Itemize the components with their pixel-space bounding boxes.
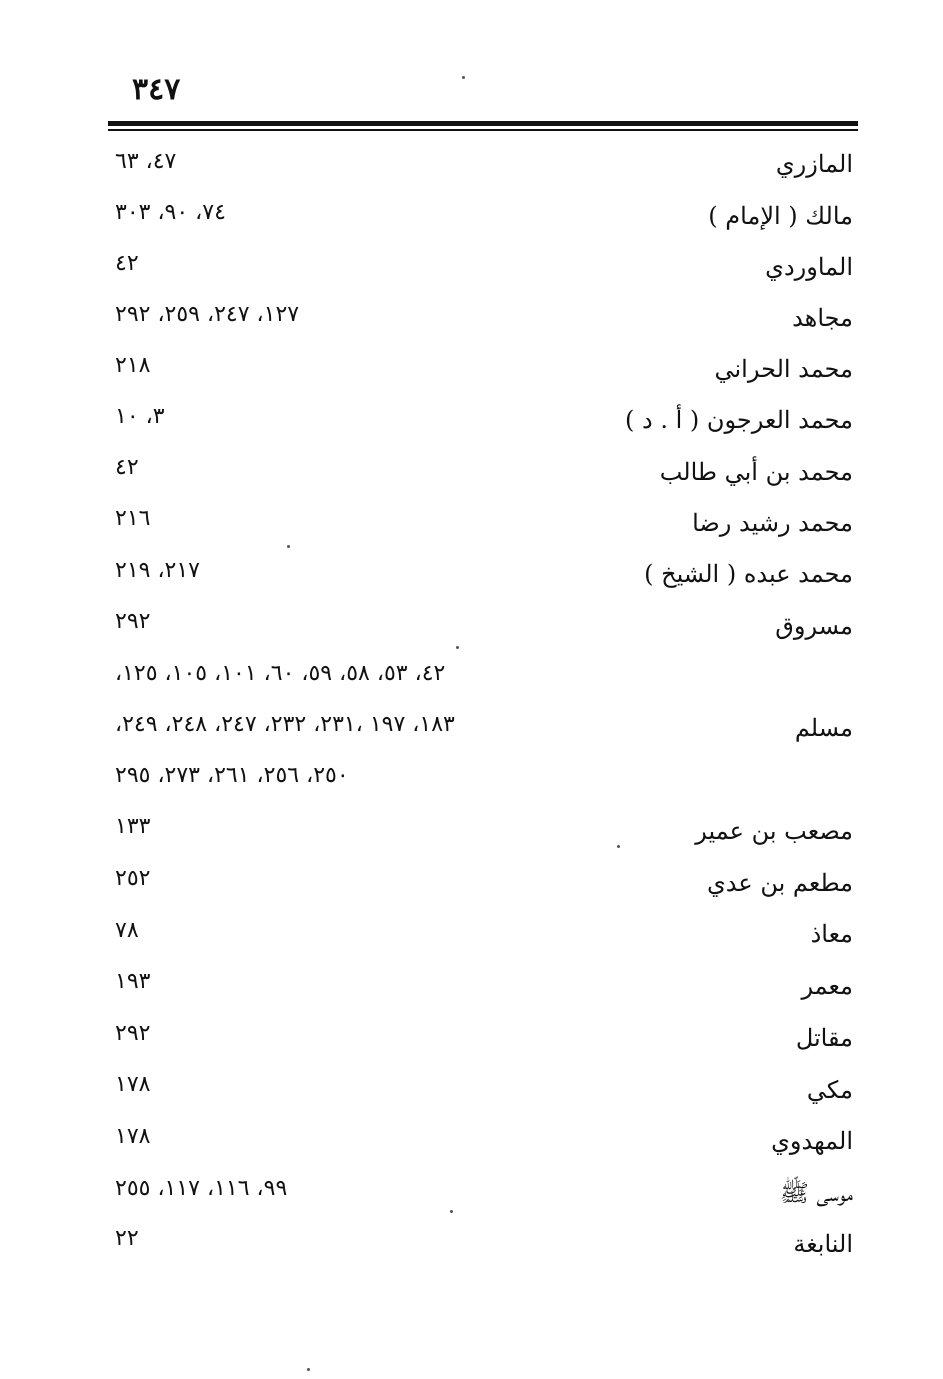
index-entry-pages: ٢١٨ xyxy=(115,353,151,378)
index-entry-pages-line: ٢٥٠، ٢٥٦، ٢٦١، ٢٧٣، ٢٩٥ xyxy=(115,763,349,788)
index-entry-name: محمد عبده ( الشيخ ) xyxy=(644,560,853,588)
index-entry-pages: ٤٢ xyxy=(115,251,139,276)
index-entry-name: موسى ﷺ xyxy=(779,1179,853,1207)
index-entry-pages: ٢٢ xyxy=(115,1226,139,1251)
index-entry-name: محمد الحراني xyxy=(714,355,853,383)
index-entry-name: محمد بن أبي طالب xyxy=(659,458,853,486)
index-entry-name: مالك ( الإمام ) xyxy=(708,202,853,230)
index-entry-pages: ٤٢ xyxy=(115,455,139,480)
index-entry-name: معمر xyxy=(801,972,853,1000)
index-entry-pages: ٧٤، ٩٠، ٣٠٣ xyxy=(115,200,226,225)
index-entry-pages: ٧٨ xyxy=(115,918,139,943)
index-entry-pages-line: ٤٢، ٥٣، ٥٨، ٥٩، ٦٠، ١٠١، ١٠٥، ١٢٥، xyxy=(115,661,446,686)
index-entry-pages: ٤٧، ٦٣ xyxy=(115,149,177,174)
index-entry-pages: ٢٩٢ xyxy=(115,609,151,634)
index-entry-name: مسلم xyxy=(794,714,853,742)
index-entry-pages: ١٢٧، ٢٤٧، ٢٥٩، ٢٩٢ xyxy=(115,302,300,327)
index-entry-pages: ٩٩، ١١٦، ١١٧، ٢٥٥ xyxy=(115,1176,288,1201)
index-entry-name: مجاهد xyxy=(792,304,853,332)
index-entry-name: النابغة xyxy=(793,1230,853,1258)
header-rule-thick xyxy=(108,121,858,126)
index-entry-pages: ٢٥٢ xyxy=(115,866,151,891)
scan-speck xyxy=(456,646,459,649)
index-entry-pages: ١٩٣ xyxy=(115,969,151,994)
index-entry-name: معاذ xyxy=(810,920,853,948)
index-entry-pages: ١٧٨ xyxy=(115,1072,151,1097)
page-number: ٣٤٧ xyxy=(132,72,181,107)
index-entry-name: المهدوي xyxy=(771,1127,853,1155)
index-entry-pages: ٢١٧، ٢١٩ xyxy=(115,558,200,583)
index-entry-name: مكي xyxy=(806,1076,853,1104)
scan-speck xyxy=(450,1210,453,1213)
scan-speck xyxy=(287,545,290,548)
scan-speck xyxy=(617,845,620,848)
index-entry-name: محمد رشيد رضا xyxy=(692,509,853,537)
index-entry-name: الماوردي xyxy=(765,253,853,281)
index-entry-name: محمد العرجون ( أ . د ) xyxy=(625,406,853,434)
index-entry-pages: ٣، ١٠ xyxy=(115,404,165,429)
index-entry-pages: ١٧٨ xyxy=(115,1124,151,1149)
index-entry-name: المازري xyxy=(775,150,853,178)
scan-speck xyxy=(462,76,465,79)
header-rule-thin xyxy=(108,129,858,131)
scan-speck xyxy=(307,1368,310,1371)
index-entry-pages: ٢٩٢ xyxy=(115,1021,151,1046)
index-entry-name: مصعب بن عمير xyxy=(695,817,853,845)
index-entry-pages: ٢١٦ xyxy=(115,506,151,531)
index-entry-pages-line: ١٨٣، ١٩٧ ،٢٣١، ٢٣٢، ٢٤٧، ٢٤٨، ٢٤٩، xyxy=(115,712,455,737)
index-entry-name: مقاتل xyxy=(795,1024,853,1052)
index-entry-name: مسروق xyxy=(775,612,853,640)
index-entry-name: مطعم بن عدي xyxy=(706,869,853,897)
index-entry-pages: ١٣٣ xyxy=(115,814,151,839)
